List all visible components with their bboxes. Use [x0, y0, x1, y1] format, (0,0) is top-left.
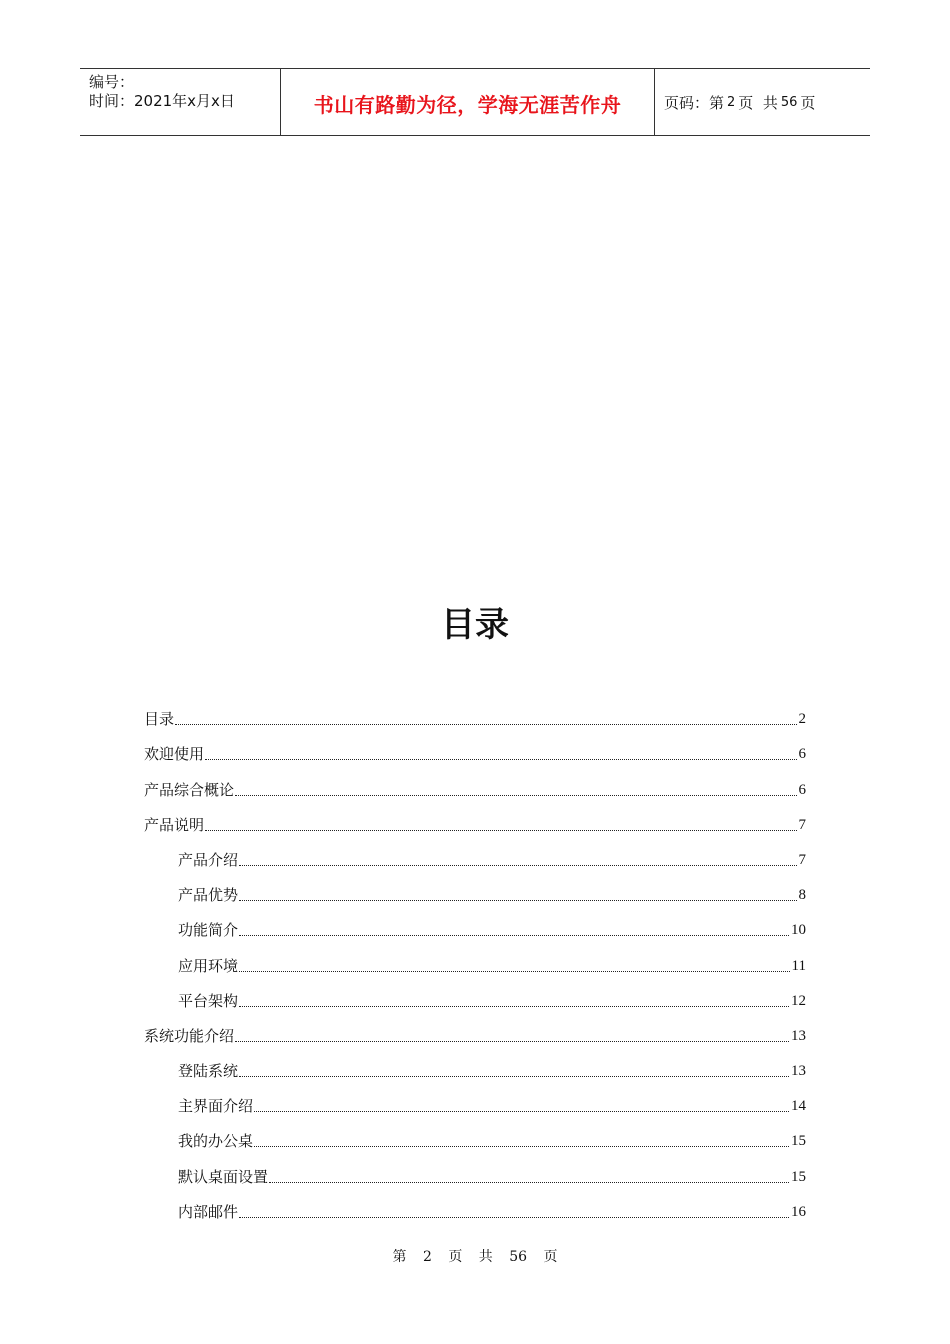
toc-dot-leader [269, 1181, 789, 1183]
toc-entry-label: 平台架构 [178, 991, 239, 1010]
toc-entry-page: 15 [791, 1168, 806, 1185]
toc-entry[interactable] [144, 766, 806, 801]
toc-entry[interactable] [144, 1189, 806, 1224]
toc-entry-label: 我的办公桌 [178, 1132, 254, 1151]
toc-dot-leader [239, 934, 789, 936]
toc-entry-page: 7 [798, 851, 806, 868]
toc-entry-page: 6 [798, 781, 806, 798]
toc-dot-leader [235, 794, 796, 796]
toc-entry-label: 产品说明 [144, 815, 205, 834]
header-meta-cell [80, 69, 281, 135]
footer-total-pages: 56 [509, 1249, 528, 1265]
toc-entry-label: 系统功能介绍 [144, 1026, 235, 1045]
toc-entry-label: 欢迎使用 [144, 745, 205, 764]
toc-dot-leader [205, 758, 796, 760]
toc-dot-leader [239, 1075, 789, 1077]
footer-prefix: 第 [392, 1249, 407, 1265]
toc-entry[interactable] [144, 1083, 806, 1118]
toc-entry-page: 12 [791, 992, 806, 1009]
toc-dot-leader [239, 970, 790, 972]
toc-dot-leader [205, 829, 796, 831]
toc-entry-label: 目录 [144, 710, 175, 729]
toc-entry-label: 主界面介绍 [178, 1097, 254, 1116]
toc-entry-page: 7 [798, 816, 806, 833]
toc-entry-label: 产品综合概论 [144, 780, 235, 799]
header-page-current: 2 [727, 94, 736, 110]
toc-entry[interactable] [144, 978, 806, 1013]
header-page-cell [655, 69, 870, 135]
toc-dot-leader [235, 1040, 789, 1042]
toc-entry-page: 8 [798, 887, 806, 904]
toc-entry[interactable] [144, 1118, 806, 1153]
footer-mid2: 共 [478, 1249, 493, 1265]
toc-entry-page: 16 [791, 1203, 806, 1220]
toc-entry-page: 10 [791, 922, 806, 939]
toc-entry-label: 默认桌面设置 [178, 1167, 269, 1186]
toc-list [144, 696, 806, 1224]
footer-suffix: 页 [543, 1249, 558, 1265]
toc-dot-leader [239, 899, 796, 901]
toc-dot-leader [254, 1145, 789, 1147]
toc-entry-label: 应用环境 [178, 956, 239, 975]
toc-entry[interactable] [144, 696, 806, 731]
toc-entry-page: 14 [791, 1098, 806, 1115]
header-page-mid: 页 共 [738, 93, 778, 112]
toc-title: 目录 [441, 605, 509, 645]
toc-dot-leader [175, 723, 796, 725]
header-page-total: 56 [780, 94, 798, 110]
page-header [80, 68, 870, 136]
toc-entry[interactable] [144, 942, 806, 977]
toc-entry-page: 13 [791, 1063, 806, 1080]
header-motto-cell [281, 69, 655, 135]
toc-entry-label: 内部邮件 [178, 1202, 239, 1221]
toc-dot-leader [239, 864, 796, 866]
footer-current-page: 2 [422, 1249, 432, 1265]
time-label: 时间：2021年x月x日 [89, 92, 235, 110]
toc-entry[interactable] [144, 1048, 806, 1083]
toc-entry-label: 产品介绍 [178, 850, 239, 869]
toc-entry[interactable] [144, 1153, 806, 1188]
toc-entry[interactable] [144, 907, 806, 942]
toc-entry[interactable] [144, 1013, 806, 1048]
footer-mid1: 页 [448, 1249, 463, 1265]
toc-entry-page: 11 [791, 957, 806, 974]
header-page-prefix: 页码：第 [664, 93, 725, 112]
toc-entry-label: 产品优势 [178, 886, 239, 905]
toc-entry-label: 登陆系统 [178, 1062, 239, 1081]
toc-entry-page: 2 [798, 711, 806, 728]
toc-entry-page: 6 [798, 746, 806, 763]
toc-entry-page: 13 [791, 1027, 806, 1044]
toc-entry[interactable] [144, 802, 806, 837]
toc-entry-page: 15 [791, 1133, 806, 1150]
toc-dot-leader [239, 1005, 789, 1007]
toc-entry[interactable] [144, 837, 806, 872]
toc-dot-leader [239, 1216, 789, 1218]
toc-dot-leader [254, 1110, 789, 1112]
serial-label: 编号： [89, 73, 135, 91]
toc-entry-label: 功能简介 [178, 921, 239, 940]
header-page-suffix: 页 [800, 93, 816, 112]
toc-entry[interactable] [144, 872, 806, 907]
page-footer [0, 1246, 950, 1266]
toc-entry[interactable] [144, 731, 806, 766]
header-motto: 书山有路勤为径，学海无涯苦作舟 [313, 92, 622, 117]
